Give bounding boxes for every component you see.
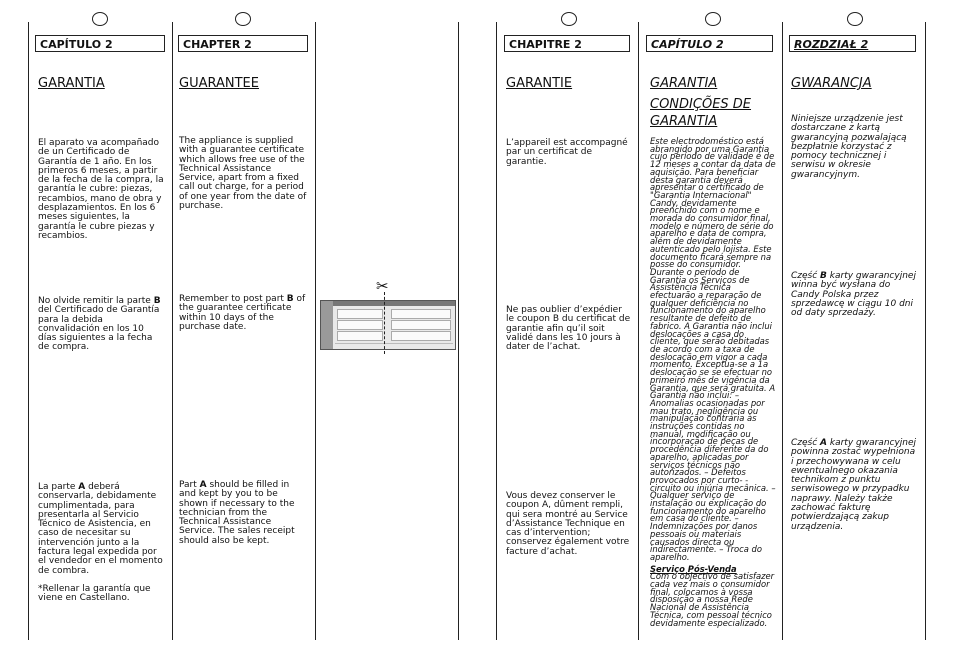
- pt-body: [650, 138, 777, 627]
- certificate-field: [391, 320, 451, 330]
- fr-paragraph-2: [506, 306, 632, 352]
- binding-hole-icon: [847, 12, 863, 26]
- fr-paragraph-1: [506, 139, 632, 167]
- guarantee-certificate-image: [320, 300, 456, 350]
- fr-p3-text: Vous devez conserver le coupon A, dûment rempli, qui sera montré au Service d’Assistance Technique en cas d’intervention; conservez également votre facture d’achat.: [506, 491, 630, 557]
- binding-hole-icon: [92, 12, 108, 26]
- section-subtitle-pt: CONDIÇÕES DE GARANTIA: [650, 97, 752, 129]
- certificate-field: [337, 331, 383, 341]
- en-p3-text: [179, 481, 307, 546]
- certificate-band: [333, 301, 455, 306]
- pl-p3-part: A: [820, 438, 828, 448]
- en-p3-c: should be filled in and kept by you to be shown if necessary to the technician from the Technical Assistance Service. The sales receipt should also be kept.: [179, 480, 295, 546]
- chapter-header-pt: CAPÍTULO 2: [646, 35, 773, 52]
- section-title-fr: GARANTIE: [506, 76, 573, 91]
- column-divider: [28, 22, 29, 640]
- es-note: *Rellenar la garantía que viene en Castellano.: [38, 583, 151, 604]
- column-divider: [925, 22, 926, 640]
- en-p3-a: Part: [179, 480, 200, 490]
- section-title-pt: GARANTIA: [650, 76, 718, 91]
- fr-p1-text: L’appareil est accompagné par un certificat de garantie.: [506, 138, 628, 167]
- es-paragraph-2: [38, 297, 164, 353]
- en-p3-part: A: [199, 480, 207, 490]
- certificate-field: [391, 331, 451, 341]
- column-divider: [638, 22, 639, 640]
- es-p1-text: El aparato va acompañado de un Certificado de Garantía de 1 año. En los primeros 6 meses, a partir de la fecha de la compra, la garantía le cubre: piezas, recambios, mano de obra y desplazamientos. En los 6 meses siguientes, la garantía le cubre piezas y recambios.: [38, 138, 164, 241]
- en-p2-text: [179, 295, 307, 332]
- pl-p2-text: [791, 272, 920, 318]
- scissors-icon: ✂: [376, 277, 389, 295]
- certificate-field: [391, 309, 451, 319]
- pl-paragraph-1: [791, 115, 920, 180]
- pt-subhead: Serviço Pós-Venda: [650, 563, 737, 574]
- column-divider: [458, 22, 459, 640]
- chapter-header-en: CHAPTER 2: [178, 35, 308, 52]
- column-divider: [782, 22, 783, 640]
- chapter-header-fr: CHAPITRE 2: [504, 35, 630, 52]
- pl-p2-c: karty gwarancyjnej winna być wysłana do Candy Polska przez sprzedawcę w ciągu 10 dni od daty sprzedaży.: [791, 271, 916, 319]
- certificate-field: [337, 309, 383, 319]
- es-paragraph-1: [38, 139, 164, 241]
- pl-p3-a: Część: [791, 438, 821, 448]
- certificate-strip: [321, 301, 333, 349]
- en-p2-c: of the guarantee certificate within 10 days of the purchase date.: [179, 294, 306, 332]
- pt-body-text: Este electrodoméstico está abrangido por uma Garantia cujo período de validade é de 12 meses a contar da data de aquisição. Para beneficiar desta garantia deverá apresentar o certificado de "Garantia Internacional" Candy, devidamente preenchido com o nome e morada do consumidor final, modelo e número de série do aparelho e data de compra, além de devidamente autenticado pelo lojista. Este documento ficará sempre na posse do consumidor. Durante o período de Garantia os Serviços de Assistência Técnica efectuarão a reparação de qualquer deficiência no funcionamento do aparelho resultante de defeito de fabrico. A Garantia não inclui deslocações a casa do cliente, que serão debitadas de acordo com a taxa de deslocação em vigor a cada momento. Exceptua-se a 1a deslocação se se efectuar no primeiro mês de vigência da Garantia, que será gratuita. A Garantia não inclui: – Anomalias ocasionadas por mau trato, negligência ou manipulação contrária às instruções contidas no manual, modificação ou incorporação de peças de procedência diferente da do aparelho, aplicadas por serviços técnicos não autorizados. – Defeitos provocados por curto- -circuito ou injúria mecânica. – Qualquer serviço de instalação ou explicação do funcionamento do aparelho em casa do cliente. – Indemnizações por danos pessoais ou materiais causados directa ou indirectamente. – Troca do aparelho.: [650, 136, 776, 562]
- binding-hole-icon: [705, 12, 721, 26]
- es-p2-c: del Certificado de Garantía para la debida convalidación en los 10 días siguientes a la fecha de compra.: [38, 305, 160, 353]
- es-paragraph-3: [38, 483, 164, 604]
- fr-p2-text: Ne pas oublier d’expédier le coupon B du certificat de garantie afin qu’il soit validé dans les 10 jours à dater de l’achat.: [506, 305, 631, 353]
- pl-p2-a: Część: [791, 271, 821, 281]
- certificate-field: [337, 320, 383, 330]
- column-divider: [172, 22, 173, 640]
- es-p2-part: B: [153, 296, 161, 306]
- es-p3-part: A: [78, 482, 86, 492]
- es-p3-text: [38, 483, 164, 576]
- es-p3-a: La parte: [38, 482, 79, 492]
- binding-hole-icon: [561, 12, 577, 26]
- chapter-header-pl: ROZDZIAŁ 2: [789, 35, 916, 52]
- es-p3-c: deberá conservarla, debidamente cumplimentada, para presentarla al Servicio Técnico de Asistencia, en caso de necesitar su intervención junto a la factura legal expedida por el vendedor en el momento de combra.: [38, 482, 163, 576]
- section-title-pl: GWARANCJA: [791, 76, 872, 91]
- pl-paragraph-2: [791, 272, 920, 318]
- en-p2-a: Remember to post part: [179, 294, 287, 304]
- en-paragraph-3: [179, 481, 307, 546]
- column-divider: [496, 22, 497, 640]
- en-p1-text: The appliance is supplied with a guarantee certificate which allows free use of the Technical Assistance Service, apart from a fixed call out charge, for a period of one year from the date of purchase.: [179, 136, 307, 212]
- section-title-es: GARANTIA: [38, 76, 105, 91]
- pl-p1-text: Niniejsze urządzenie jest dostarczane z kartą gwarancyjną pozwalającą bezpłatnie korzystać z pomocy technicznej i serwisu w okresie gwarancyjnym.: [791, 114, 907, 180]
- en-p2-part: B: [286, 294, 294, 304]
- es-p2-text: [38, 297, 164, 353]
- pl-paragraph-3: [791, 439, 920, 532]
- pl-p3-c: karty gwarancyjnej powinna zostać wypełniona i przechowywana w celu ewentualnego okazania technikom z punktu serwisowego w przypadku naprawy. Należy także zachować fakturę potwierdzającą zakup urządzenia.: [791, 438, 917, 532]
- fr-paragraph-3: [506, 492, 632, 557]
- es-p2-a: No olvide remitir la parte: [38, 296, 154, 306]
- column-divider: [315, 22, 316, 640]
- section-title-en: GUARANTEE: [179, 76, 259, 91]
- en-paragraph-2: [179, 295, 307, 332]
- chapter-header-es: CAPÍTULO 2: [35, 35, 165, 52]
- cut-line: [384, 292, 385, 354]
- binding-hole-icon: [235, 12, 251, 26]
- pt-after-text: Com o objectivo de satisfazer cada vez mais o consumidor final, colocamos à vossa disposição a nossa Rede Nacional de Assistência Técnica, com pessoal técnico devidamente especializado.: [650, 571, 775, 628]
- pl-p2-part: B: [820, 271, 827, 281]
- certificate-rule: [335, 343, 453, 344]
- en-paragraph-1: [179, 137, 307, 211]
- pl-p3-text: [791, 439, 920, 532]
